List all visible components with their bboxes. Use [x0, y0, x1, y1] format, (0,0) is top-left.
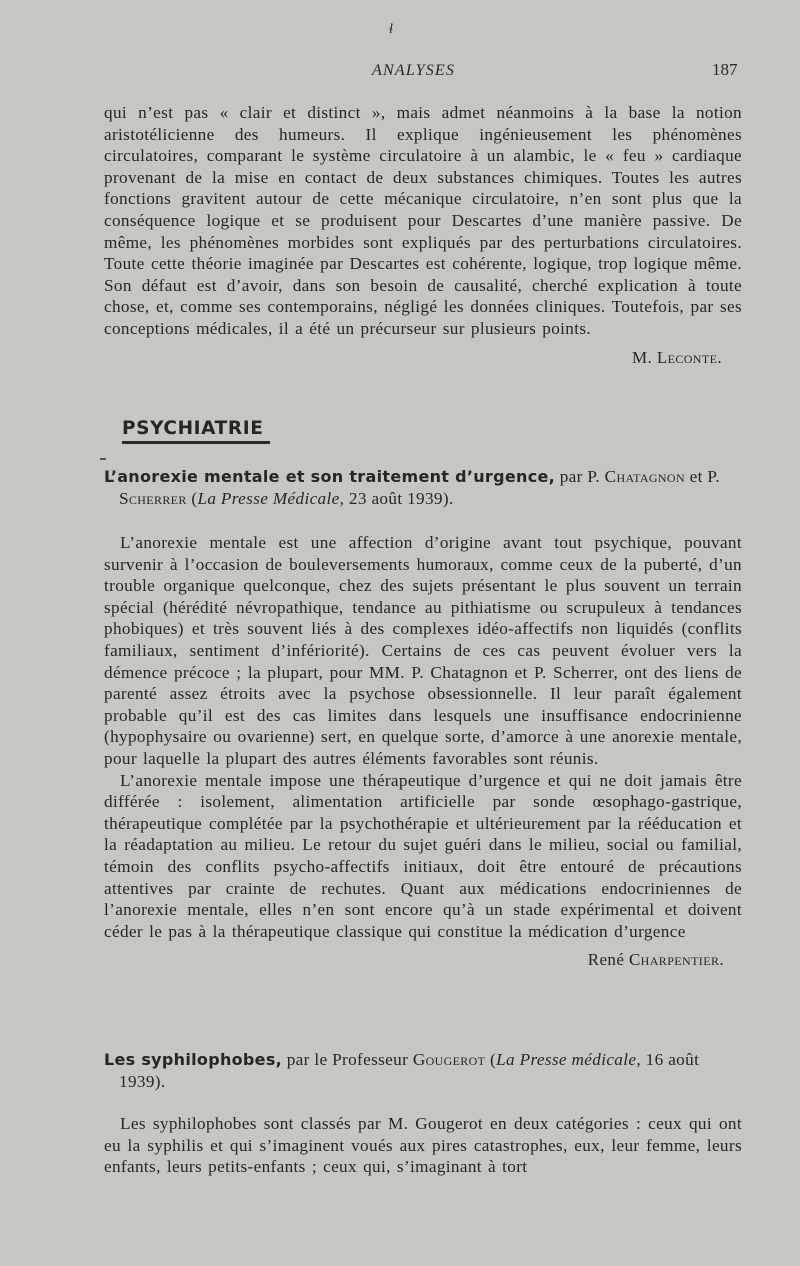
- article-and: et P.: [689, 467, 721, 486]
- journal-name: La Presse médicale,: [496, 1050, 642, 1069]
- article-paragraph: Les syphilophobes sont classés par M. Gougerot en deux catégories : ceux qui ont eu la syphilis et qui s’imaginent voués aux pires catastrophes, eux, leur femme, leurs enfants, leurs petits-enfants ; ceux qui, s’imaginant à tort: [104, 1114, 742, 1177]
- publication-date: 16 août 1939).: [119, 1050, 700, 1091]
- article-heading: [104, 466, 742, 510]
- signature-first-name: René: [587, 950, 625, 970]
- journal-name: La Presse Médicale,: [197, 489, 345, 508]
- source-open-paren: (: [191, 489, 198, 508]
- intro-paragraph: qui n’est pas « clair et distinct », mais admet néanmoins à la base la notion aristotélicienne des humeurs. Il explique ingénieusement les phénomènes circulatoires, comparant le système circulatoire à un alambic, le « feu » cardiaque provenant de la mise en contact de deux substances chimiques. Toutes les autres fonctions gravitent autour de cette mécanique circulatoire, n’en sont plus que la conséquence logique et se produisent pour Descartes d’une manière passive. De même, les phénomènes morbides sont expliqués par des perturbations circulatoires. Toute cette théorie imaginée par Descartes est cohérente, logique, trop logique même. Son défaut est d’avoir, dans son besoin de causalité, cherché explication à toute chose, et, comme ses contemporains, négligé les données cliniques. Toutefois, par ses conceptions médicales, il a été un précurseur sur plusieurs points.: [104, 103, 742, 338]
- section-underline: [122, 441, 270, 444]
- article-paragraph: L’anorexie mentale est une affection d’origine avant tout psychique, pouvant survenir à l’occasion de bouleversements humoraux, comme ceux de la puberté, d’un trouble organique quelconque, chez des sujets présentant le plus souvent un terrain spécial (hérédité névropathique, tendance au pithiatisme ou scrupuleux à tendances phobiques) et très souvent liés à des complexes idéo-affectifs non liquidés (conflits familiaux, sentiment d’infériorité). Certains de ces cas peuvent évoluer vers la démence précoce ; la plupart, pour MM. P. Chatagnon et P. Scherrer, ont des liens de parenté assez étroits avec la psychose obsessionnelle. Il leur paraît également probable qu’il est des cas limites dans lesquels une insuffisance endocrinienne (hypophysaire ou ovarienne) sert, en quelque sorte, d’amorce à une anorexie mentale, pour laquelle la plupart des autres éléments favorables sont réunis.: [104, 533, 742, 768]
- article-anorexie: [104, 466, 742, 970]
- article-signature: [104, 950, 742, 970]
- article-paragraph: L’anorexie mentale impose une thérapeutique d’urgence et qui ne doit jamais être différée : isolement, alimentation artificielle par sonde œsophago-gastrique, thérapeutique complétée par la psychothérapie et ultérieurement par la rééducation et la réadaptation au milieu. Le retour du sujet guéri dans le milieu, social ou familial, témoin des conflits psycho-affectifs initiaux, doit être entouré de précautions attentives par crainte de rechutes. Quant aux médications endocriniennes de l’anorexie mentale, elles n’en sont encore qu’à un stade expérimental et doivent céder le pas à la thérapeutique classique qui constitue la médication d’urgence: [104, 770, 742, 941]
- section-title: PSYCHIATRIE: [122, 418, 264, 439]
- signature-initial: M.: [632, 347, 653, 367]
- intro-block: [104, 102, 742, 368]
- source-open-paren: (: [490, 1050, 497, 1069]
- article-title: L’anorexie mentale et son traitement d’urgence,: [104, 467, 556, 486]
- stray-ink-mark: ɬ: [389, 22, 393, 37]
- page-number: 187: [712, 60, 738, 79]
- running-head: ANALYSES: [372, 62, 456, 79]
- stray-dash-mark: [100, 458, 106, 460]
- article-by: par le Professeur: [286, 1050, 409, 1069]
- article-author: Chatagnon: [604, 467, 685, 486]
- signature-last-name: Charpentier.: [628, 950, 724, 970]
- article-heading: [104, 1049, 742, 1093]
- article-syphilophobes: [104, 1049, 742, 1178]
- article-title: Les syphilophobes,: [104, 1050, 283, 1069]
- article-author: Gougerot: [412, 1050, 486, 1069]
- article-by: par P.: [559, 467, 600, 486]
- publication-date: 23 août 1939).: [348, 489, 454, 508]
- article-author: Scherrer: [119, 489, 187, 508]
- signature-name: Leconte.: [656, 347, 722, 367]
- intro-signature: [104, 348, 742, 368]
